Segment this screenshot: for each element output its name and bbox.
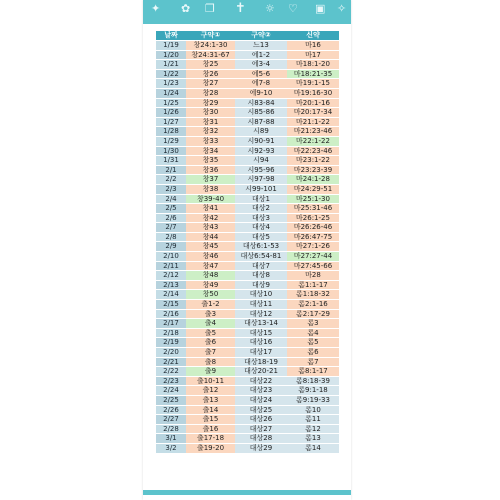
decorative-bottom-bar — [143, 490, 351, 495]
old-testament-1-cell: 창38 — [186, 184, 235, 194]
old-testament-2-cell: 에1-2 — [235, 50, 287, 60]
cross-icon: ✝ — [235, 1, 246, 16]
table-row — [156, 434, 339, 444]
table-row — [156, 280, 339, 290]
old-testament-2-cell: 대상13-14 — [235, 319, 287, 329]
table-row — [156, 290, 339, 300]
new-testament-cell: 마25:1-30 — [287, 194, 339, 204]
table-row — [156, 367, 339, 377]
old-testament-1-cell: 창31 — [186, 117, 235, 127]
old-testament-2-cell: 대상16 — [235, 338, 287, 348]
table-row — [156, 223, 339, 233]
table-row — [156, 261, 339, 271]
old-testament-2-cell: 대상27 — [235, 424, 287, 434]
date-cell: 1/22 — [156, 69, 186, 79]
old-testament-1-cell: 출3 — [186, 309, 235, 319]
old-testament-2-cell: 시95-96 — [235, 165, 287, 175]
old-testament-1-cell: 창47 — [186, 261, 235, 271]
old-testament-2-cell: 대상28 — [235, 434, 287, 444]
date-cell: 2/16 — [156, 309, 186, 319]
date-cell: 1/21 — [156, 60, 186, 70]
old-testament-2-cell: 에3-4 — [235, 60, 287, 70]
old-testament-1-cell: 출4 — [186, 319, 235, 329]
table-row — [156, 184, 339, 194]
table-row — [156, 338, 339, 348]
old-testament-2-cell: 대상10 — [235, 290, 287, 300]
old-testament-2-cell: 대상8 — [235, 271, 287, 281]
new-testament-cell: 롬9:1-18 — [287, 386, 339, 396]
old-testament-1-cell: 창50 — [186, 290, 235, 300]
table-row — [156, 424, 339, 434]
date-cell: 2/6 — [156, 213, 186, 223]
new-testament-cell: 마18:21-35 — [287, 69, 339, 79]
old-testament-2-cell: 시92-93 — [235, 146, 287, 156]
new-testament-cell: 마26:47-75 — [287, 232, 339, 242]
old-testament-1-cell: 창43 — [186, 223, 235, 233]
date-cell: 2/28 — [156, 424, 186, 434]
old-testament-2-cell: 대상5 — [235, 232, 287, 242]
old-testament-1-cell: 출10-11 — [186, 376, 235, 386]
new-testament-cell: 마23:23-39 — [287, 165, 339, 175]
table-row — [156, 405, 339, 415]
old-testament-2-cell: 대상3 — [235, 213, 287, 223]
old-testament-2-cell: 에7-8 — [235, 79, 287, 89]
old-testament-1-cell: 출5 — [186, 328, 235, 338]
new-testament-cell: 마21:23-46 — [287, 127, 339, 137]
old-testament-2-cell: 대상9 — [235, 280, 287, 290]
reading-table — [156, 31, 339, 454]
bible-icon: ▣ — [315, 2, 326, 15]
old-testament-1-cell: 창48 — [186, 271, 235, 281]
old-testament-2-cell: 대상17 — [235, 348, 287, 358]
old-testament-1-cell: 창26 — [186, 69, 235, 79]
old-testament-1-cell: 출12 — [186, 386, 235, 396]
table-body — [156, 41, 339, 454]
heart-icon: ♡ — [288, 2, 298, 15]
table-row — [156, 348, 339, 358]
old-testament-2-cell: 느13 — [235, 41, 287, 51]
flower-icon: ✿ — [181, 2, 191, 15]
old-testament-2-cell: 시85-86 — [235, 108, 287, 118]
new-testament-cell: 롬12 — [287, 424, 339, 434]
new-testament-cell: 롬2:1-16 — [287, 300, 339, 310]
date-cell: 2/2 — [156, 175, 186, 185]
old-testament-1-cell: 창27 — [186, 79, 235, 89]
old-testament-1-cell: 창37 — [186, 175, 235, 185]
old-testament-2-cell: 대상18-19 — [235, 357, 287, 367]
table-row — [156, 328, 339, 338]
new-testament-cell: 마17 — [287, 50, 339, 60]
new-testament-cell: 마21:1-22 — [287, 117, 339, 127]
old-testament-1-cell: 출19-20 — [186, 443, 235, 453]
new-testament-cell: 마27:45-66 — [287, 261, 339, 271]
table-row — [156, 127, 339, 137]
old-testament-2-cell: 대상20-21 — [235, 367, 287, 377]
date-cell: 2/18 — [156, 328, 186, 338]
new-testament-cell: 롬14 — [287, 443, 339, 453]
date-cell: 2/7 — [156, 223, 186, 233]
date-cell: 1/31 — [156, 156, 186, 166]
old-testament-2-cell: 시90-91 — [235, 136, 287, 146]
new-testament-cell: 마23:1-22 — [287, 156, 339, 166]
new-testament-cell: 롬10 — [287, 405, 339, 415]
new-testament-cell: 롬8:18-39 — [287, 376, 339, 386]
old-testament-1-cell: 창34 — [186, 146, 235, 156]
table-row — [156, 69, 339, 79]
date-cell: 2/27 — [156, 415, 186, 425]
new-testament-cell: 마24:1-28 — [287, 175, 339, 185]
old-testament-1-cell: 창24:1-30 — [186, 41, 235, 51]
table-row — [156, 271, 339, 281]
date-cell: 2/13 — [156, 280, 186, 290]
old-testament-2-cell: 대상25 — [235, 405, 287, 415]
new-testament-cell: 롬11 — [287, 415, 339, 425]
table-row — [156, 50, 339, 60]
sun-icon: ☼ — [265, 2, 275, 15]
new-testament-cell: 마22:1-22 — [287, 136, 339, 146]
date-cell: 2/21 — [156, 357, 186, 367]
table-row — [156, 232, 339, 242]
date-cell: 2/15 — [156, 300, 186, 310]
new-testament-cell: 마22:23-46 — [287, 146, 339, 156]
old-testament-2-cell: 시83-84 — [235, 98, 287, 108]
new-testament-cell: 롬1:1-17 — [287, 280, 339, 290]
old-testament-1-cell: 창42 — [186, 213, 235, 223]
old-testament-2-cell: 대상6:54-81 — [235, 252, 287, 262]
date-cell: 1/29 — [156, 136, 186, 146]
date-cell: 2/25 — [156, 395, 186, 405]
new-testament-cell: 롬6 — [287, 348, 339, 358]
date-cell: 2/12 — [156, 271, 186, 281]
old-testament-2-cell: 시87-88 — [235, 117, 287, 127]
star-icon: ✧ — [337, 2, 347, 15]
old-testament-1-cell: 창49 — [186, 280, 235, 290]
old-testament-1-cell: 창35 — [186, 156, 235, 166]
new-testament-cell: 롬13 — [287, 434, 339, 444]
old-testament-2-cell: 대상1 — [235, 194, 287, 204]
date-cell: 2/22 — [156, 367, 186, 377]
date-cell: 2/20 — [156, 348, 186, 358]
old-testament-2-cell: 에5-6 — [235, 69, 287, 79]
date-cell: 2/3 — [156, 184, 186, 194]
old-testament-1-cell: 출1-2 — [186, 300, 235, 310]
old-testament-2-cell: 시89 — [235, 127, 287, 137]
old-testament-2-cell: 대상11 — [235, 300, 287, 310]
date-cell: 2/14 — [156, 290, 186, 300]
date-cell: 1/20 — [156, 50, 186, 60]
table-row — [156, 252, 339, 262]
table-row — [156, 194, 339, 204]
date-cell: 2/1 — [156, 165, 186, 175]
book-icon: ❐ — [205, 2, 215, 15]
old-testament-2-cell: 대상22 — [235, 376, 287, 386]
header-old-testament-1: 구약① — [186, 31, 235, 41]
table-row — [156, 136, 339, 146]
date-cell: 2/11 — [156, 261, 186, 271]
old-testament-1-cell: 출6 — [186, 338, 235, 348]
table-row — [156, 309, 339, 319]
old-testament-1-cell: 출16 — [186, 424, 235, 434]
new-testament-cell: 마28 — [287, 271, 339, 281]
old-testament-1-cell: 창39-40 — [186, 194, 235, 204]
new-testament-cell: 롬2:17-29 — [287, 309, 339, 319]
new-testament-cell: 마20:1-16 — [287, 98, 339, 108]
date-cell: 2/24 — [156, 386, 186, 396]
table-row — [156, 60, 339, 70]
header-date: 날짜 — [156, 31, 186, 41]
table-row — [156, 175, 339, 185]
old-testament-1-cell: 창28 — [186, 88, 235, 98]
table-row — [156, 79, 339, 89]
old-testament-1-cell: 창33 — [186, 136, 235, 146]
old-testament-1-cell: 창45 — [186, 242, 235, 252]
date-cell: 2/17 — [156, 319, 186, 329]
table-row — [156, 204, 339, 214]
new-testament-cell: 마25:31-46 — [287, 204, 339, 214]
new-testament-cell: 롬4 — [287, 328, 339, 338]
new-testament-cell: 마19:16-30 — [287, 88, 339, 98]
new-testament-cell: 마18:1-20 — [287, 60, 339, 70]
date-cell: 2/19 — [156, 338, 186, 348]
table-row — [156, 376, 339, 386]
date-cell: 1/27 — [156, 117, 186, 127]
date-cell: 1/30 — [156, 146, 186, 156]
old-testament-1-cell: 출13 — [186, 395, 235, 405]
table-row — [156, 357, 339, 367]
new-testament-cell: 마27:1-26 — [287, 242, 339, 252]
old-testament-1-cell: 창44 — [186, 232, 235, 242]
date-cell: 2/26 — [156, 405, 186, 415]
table-row — [156, 41, 339, 51]
new-testament-cell: 마16 — [287, 41, 339, 51]
decorative-banner — [143, 0, 351, 24]
new-testament-cell: 롬3 — [287, 319, 339, 329]
header-new-testament: 신약 — [287, 31, 339, 41]
old-testament-1-cell: 출7 — [186, 348, 235, 358]
table-row — [156, 319, 339, 329]
old-testament-1-cell: 창24:31-67 — [186, 50, 235, 60]
old-testament-1-cell: 출15 — [186, 415, 235, 425]
table-row — [156, 117, 339, 127]
old-testament-1-cell: 창30 — [186, 108, 235, 118]
new-testament-cell: 롬9:19-33 — [287, 395, 339, 405]
new-testament-cell: 롬7 — [287, 357, 339, 367]
table-row — [156, 213, 339, 223]
new-testament-cell: 롬1:18-32 — [287, 290, 339, 300]
reading-plan-sheet — [143, 0, 351, 500]
old-testament-2-cell: 대상23 — [235, 386, 287, 396]
date-cell: 3/1 — [156, 434, 186, 444]
sparkle-icon: ✦ — [151, 2, 161, 15]
date-cell: 2/23 — [156, 376, 186, 386]
table-row — [156, 108, 339, 118]
new-testament-cell: 마26:1-25 — [287, 213, 339, 223]
date-cell: 3/2 — [156, 443, 186, 453]
old-testament-2-cell: 대상7 — [235, 261, 287, 271]
old-testament-1-cell: 창32 — [186, 127, 235, 137]
old-testament-1-cell: 출17-18 — [186, 434, 235, 444]
old-testament-1-cell: 출8 — [186, 357, 235, 367]
date-cell: 1/26 — [156, 108, 186, 118]
old-testament-2-cell: 대상15 — [235, 328, 287, 338]
old-testament-2-cell: 시99-101 — [235, 184, 287, 194]
new-testament-cell: 마27:27-44 — [287, 252, 339, 262]
table-row — [156, 443, 339, 453]
table-row — [156, 415, 339, 425]
table-row — [156, 98, 339, 108]
date-cell: 1/24 — [156, 88, 186, 98]
old-testament-2-cell: 대상2 — [235, 204, 287, 214]
table-row — [156, 395, 339, 405]
date-cell: 2/9 — [156, 242, 186, 252]
old-testament-2-cell: 시94 — [235, 156, 287, 166]
old-testament-1-cell: 출9 — [186, 367, 235, 377]
old-testament-1-cell: 창36 — [186, 165, 235, 175]
table-row — [156, 156, 339, 166]
old-testament-1-cell: 창25 — [186, 60, 235, 70]
table-header-row — [156, 31, 339, 41]
old-testament-2-cell: 에9-10 — [235, 88, 287, 98]
date-cell: 1/25 — [156, 98, 186, 108]
table-row — [156, 88, 339, 98]
date-cell: 1/23 — [156, 79, 186, 89]
date-cell: 2/5 — [156, 204, 186, 214]
header-old-testament-2: 구약② — [235, 31, 287, 41]
table-row — [156, 242, 339, 252]
new-testament-cell: 롬5 — [287, 338, 339, 348]
new-testament-cell: 롬8:1-17 — [287, 367, 339, 377]
old-testament-2-cell: 대상26 — [235, 415, 287, 425]
date-cell: 1/28 — [156, 127, 186, 137]
new-testament-cell: 마26:26-46 — [287, 223, 339, 233]
new-testament-cell: 마20:17-34 — [287, 108, 339, 118]
table-row — [156, 146, 339, 156]
old-testament-2-cell: 시97-98 — [235, 175, 287, 185]
old-testament-2-cell: 대상6:1-53 — [235, 242, 287, 252]
date-cell: 2/10 — [156, 252, 186, 262]
old-testament-1-cell: 출14 — [186, 405, 235, 415]
table-row — [156, 300, 339, 310]
old-testament-1-cell: 창29 — [186, 98, 235, 108]
date-cell: 1/19 — [156, 41, 186, 51]
old-testament-2-cell: 대상12 — [235, 309, 287, 319]
old-testament-1-cell: 창46 — [186, 252, 235, 262]
old-testament-2-cell: 대상24 — [235, 395, 287, 405]
table-row — [156, 165, 339, 175]
new-testament-cell: 마24:29-51 — [287, 184, 339, 194]
table-row — [156, 386, 339, 396]
new-testament-cell: 마19:1-15 — [287, 79, 339, 89]
old-testament-2-cell: 대상29 — [235, 443, 287, 453]
old-testament-1-cell: 창41 — [186, 204, 235, 214]
old-testament-2-cell: 대상4 — [235, 223, 287, 233]
date-cell: 2/4 — [156, 194, 186, 204]
date-cell: 2/8 — [156, 232, 186, 242]
